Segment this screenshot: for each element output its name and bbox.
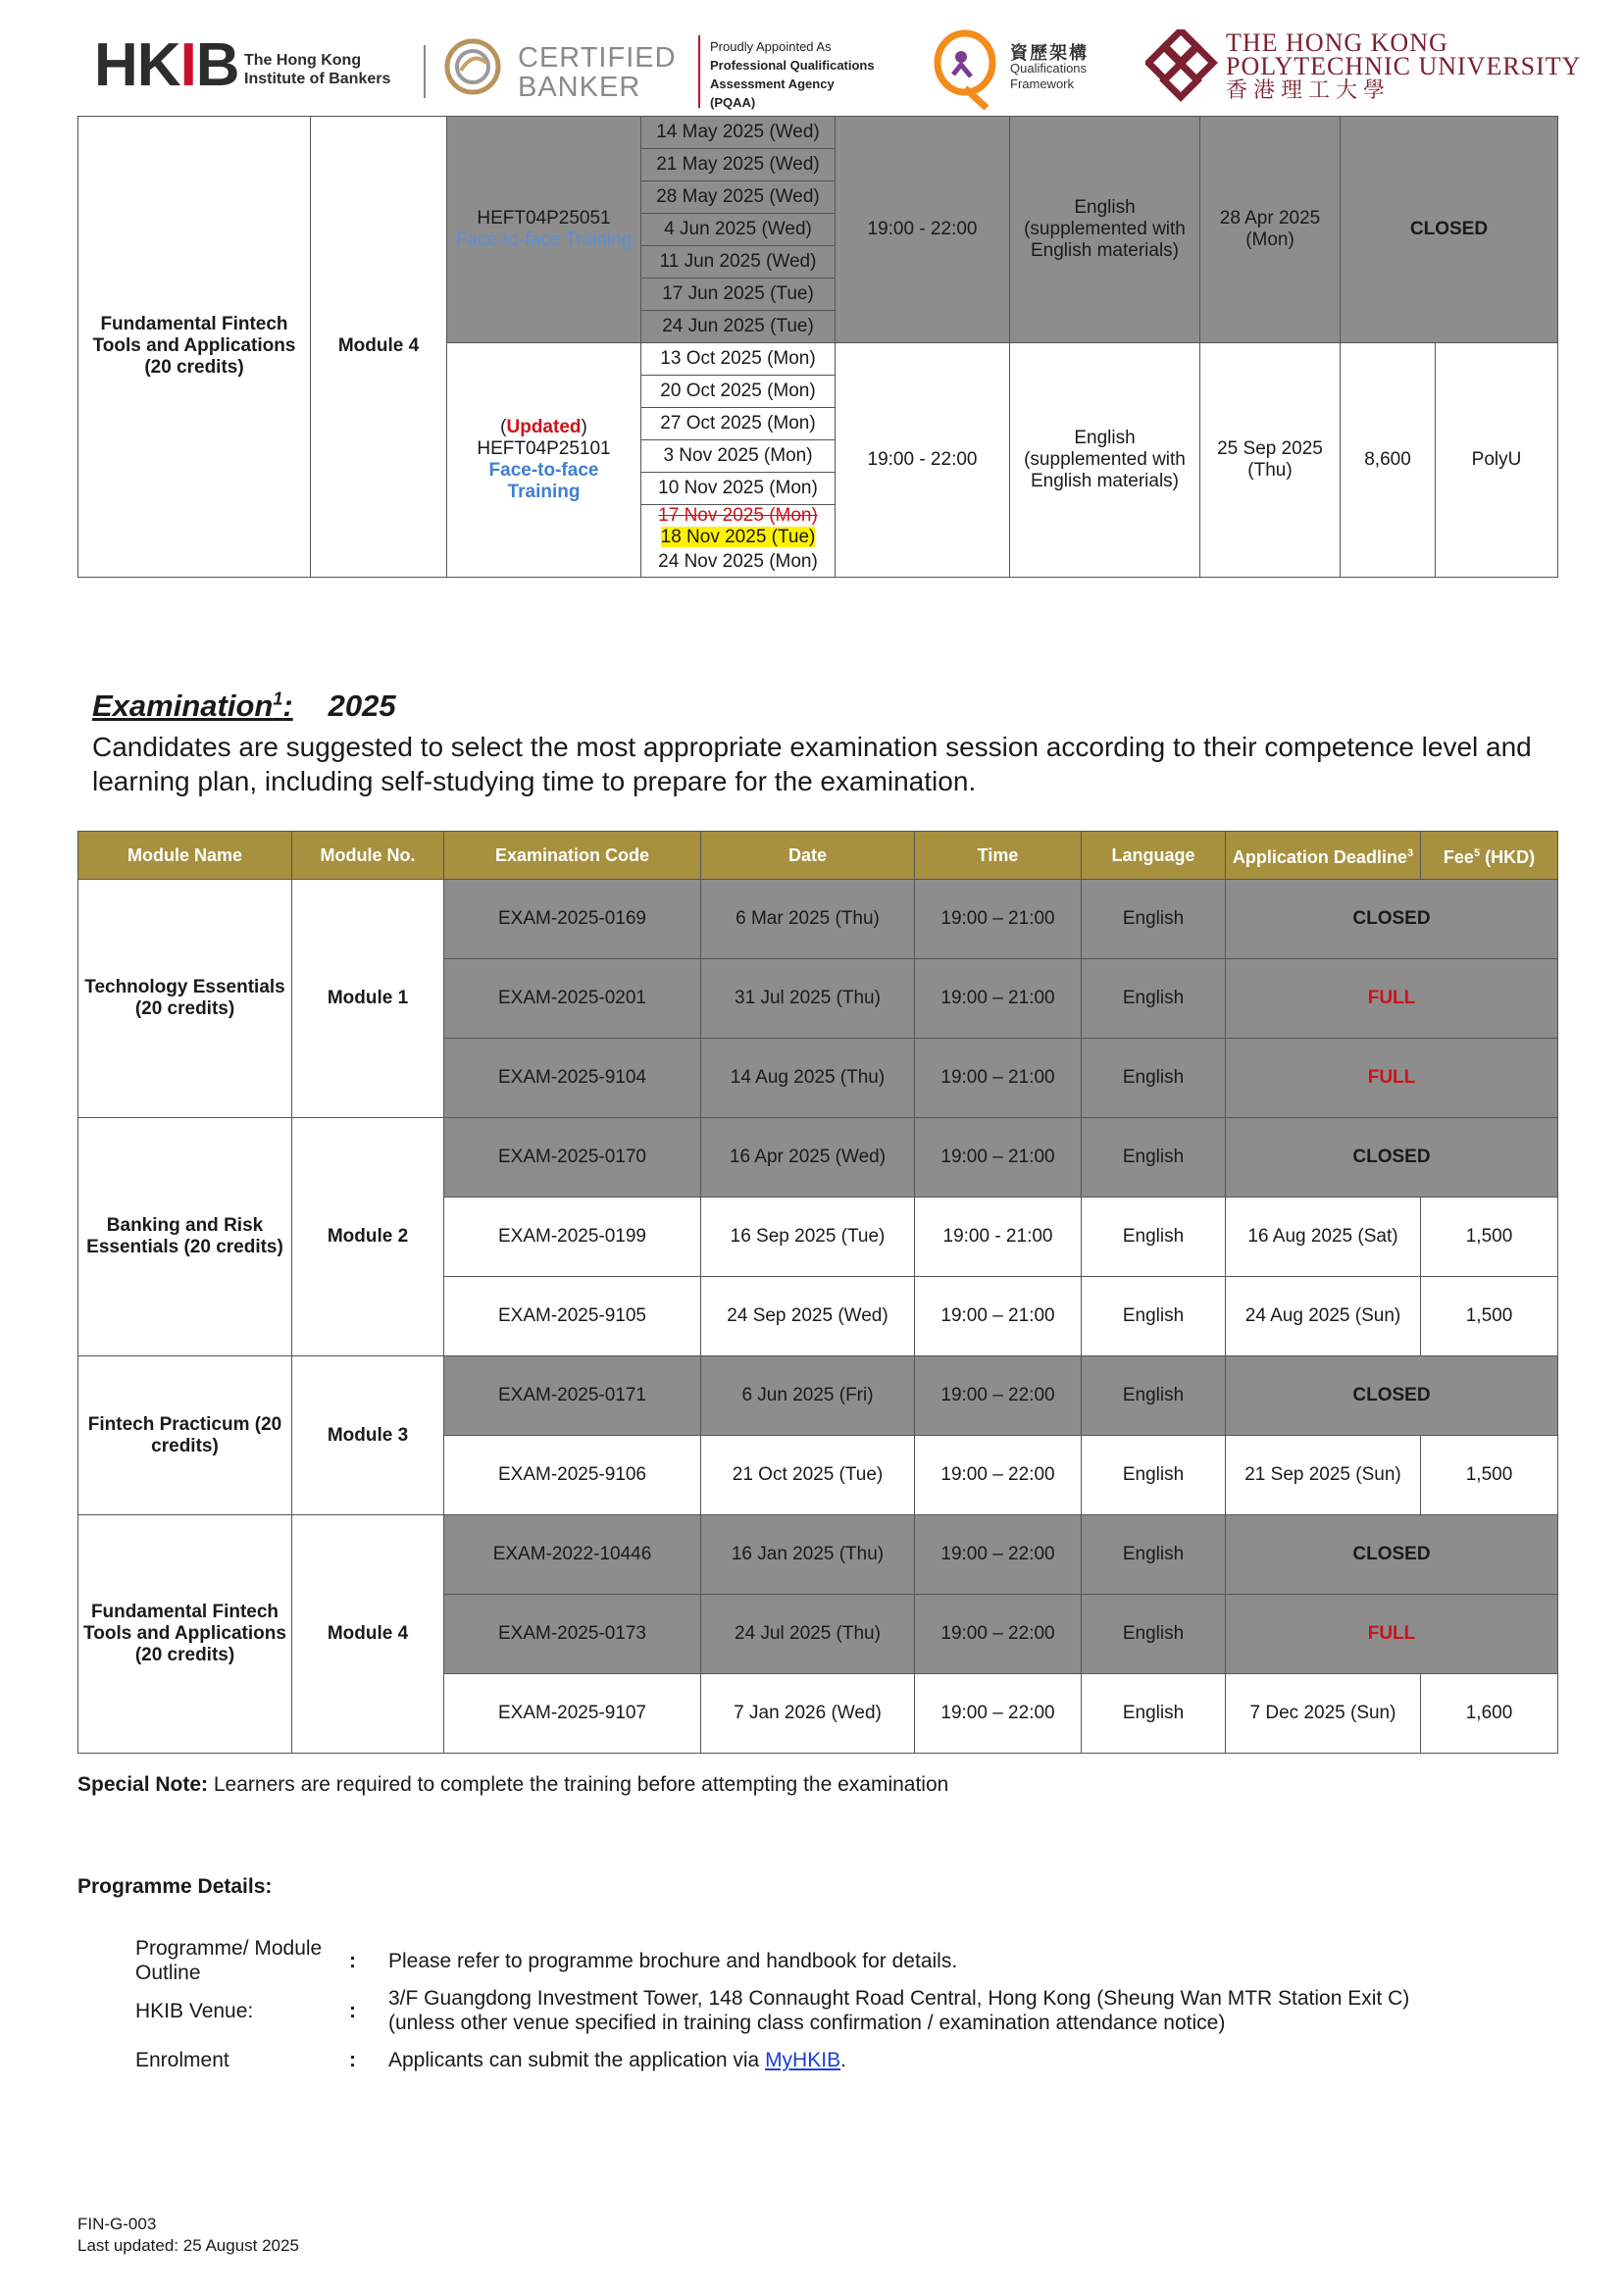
- exam-date: 6 Jun 2025 (Fri): [701, 1356, 915, 1436]
- exam-language: English: [1082, 1039, 1226, 1118]
- exam-time: 19:00 – 22:00: [915, 1595, 1082, 1674]
- exam-status-full: FULL: [1226, 1595, 1558, 1674]
- class-date: 3 Nov 2025 (Mon): [641, 440, 836, 473]
- exam-deadline: 24 Aug 2025 (Sun): [1226, 1277, 1421, 1356]
- hkib-name: The Hong Kong Institute of Bankers: [244, 52, 391, 87]
- pqaa-text: Proudly Appointed As Professional Qualifications Assessment Agency (PQAA): [710, 39, 875, 110]
- exam-code: EXAM-2025-0169: [444, 880, 701, 959]
- polyu-text: THE HONG KONG POLYTECHNIC UNIVERSITY 香港理工大學: [1226, 28, 1582, 102]
- exam-status-closed: CLOSED: [1226, 1118, 1558, 1198]
- outline-colon: :: [349, 1950, 356, 1972]
- exam-time: 19:00 – 21:00: [915, 959, 1082, 1039]
- class-date: 4 Jun 2025 (Wed): [641, 214, 836, 246]
- exam-code: EXAM-2025-9106: [444, 1436, 701, 1515]
- class-deadline: 25 Sep 2025 (Thu): [1200, 343, 1341, 578]
- exam-language: English: [1082, 880, 1226, 959]
- exam-module-no: Module 2: [292, 1118, 444, 1356]
- exam-language: English: [1082, 1356, 1226, 1436]
- header-deadline: Application Deadline$^3$: [1226, 832, 1421, 880]
- class-date-rescheduled: 18 Nov 2025 (Tue): [641, 527, 836, 548]
- class-code: HEFT04P25101: [477, 437, 611, 459]
- exam-status-closed: CLOSED: [1226, 880, 1558, 959]
- exam-date: 7 Jan 2026 (Wed): [701, 1674, 915, 1754]
- exam-date: 24 Sep 2025 (Wed): [701, 1277, 915, 1356]
- exam-status-full: FULL: [1226, 959, 1558, 1039]
- class-code-cell: [447, 117, 641, 343]
- class-date: 28 May 2025 (Wed): [641, 181, 836, 214]
- exam-module-name: Technology Essentials (20 credits): [78, 880, 292, 1118]
- logo-divider: [424, 45, 426, 98]
- exam-date: 16 Apr 2025 (Wed): [701, 1118, 915, 1198]
- class-date: 14 May 2025 (Wed): [641, 117, 836, 149]
- venue-colon: :: [349, 2000, 356, 2022]
- class-date: 11 Jun 2025 (Wed): [641, 246, 836, 279]
- exam-module-name: Fundamental Fintech Tools and Applications (20 credits): [78, 1515, 292, 1754]
- exam-time: 19:00 – 22:00: [915, 1674, 1082, 1754]
- exam-language: English: [1082, 959, 1226, 1039]
- exam-description: Candidates are suggested to select the most appropriate examination session according to their competence level and learning plan, including self-studying time to prepare for the examination.: [92, 732, 1532, 796]
- header-language: Language: [1082, 832, 1226, 880]
- exam-code: EXAM-2025-0171: [444, 1356, 701, 1436]
- class-date: 17 Jun 2025 (Tue): [641, 279, 836, 311]
- exam-code: EXAM-2025-0173: [444, 1595, 701, 1674]
- class-date: 24 Jun 2025 (Tue): [641, 311, 836, 343]
- exam-status-closed: CLOSED: [1226, 1356, 1558, 1436]
- class-status-closed: CLOSED: [1341, 117, 1558, 343]
- training-mode: Face-to-face Training: [455, 230, 633, 250]
- header-module-name: Module Name: [78, 832, 292, 880]
- exam-language: English: [1082, 1595, 1226, 1674]
- exam-fee: 1,500: [1421, 1436, 1558, 1515]
- class-time: 19:00 - 22:00: [836, 117, 1010, 343]
- exam-code: EXAM-2025-0199: [444, 1198, 701, 1277]
- exam-code: EXAM-2025-9104: [444, 1039, 701, 1118]
- exam-time: 19:00 – 21:00: [915, 880, 1082, 959]
- header-time: Time: [915, 832, 1082, 880]
- exam-language: English: [1082, 1515, 1226, 1595]
- training-mode: Face-to-face Training: [488, 459, 599, 502]
- exam-fee: 1,500: [1421, 1277, 1558, 1356]
- exam-date: 6 Mar 2025 (Thu): [701, 880, 915, 959]
- myhkib-link[interactable]: MyHKIB: [765, 2049, 841, 2071]
- class-venue: PolyU: [1436, 343, 1558, 578]
- exam-code: EXAM-2025-9107: [444, 1674, 701, 1754]
- outline-value: Please refer to programme brochure and handbook for details.: [388, 1950, 958, 1972]
- module-name-cell: Fundamental Fintech Tools and Applications (20 credits): [78, 117, 311, 578]
- class-language: English (supplemented with English materials): [1010, 117, 1200, 343]
- venue-label: HKIB Venue:: [135, 2000, 254, 2022]
- class-date-cancelled: 17 Nov 2025 (Mon): [641, 505, 836, 528]
- polyu-emblem-icon: [1145, 29, 1220, 111]
- class-date: 21 May 2025 (Wed): [641, 149, 836, 181]
- exam-date: 31 Jul 2025 (Thu): [701, 959, 915, 1039]
- class-code-cell: [447, 343, 641, 578]
- exam-time: 19:00 – 22:00: [915, 1436, 1082, 1515]
- exam-date: 16 Jan 2025 (Thu): [701, 1515, 915, 1595]
- header-date: Date: [701, 832, 915, 880]
- certified-banker-emblem-icon: [443, 37, 502, 101]
- exam-code: EXAM-2022-10446: [444, 1515, 701, 1595]
- exam-code: EXAM-2025-0201: [444, 959, 701, 1039]
- exam-deadline: 16 Aug 2025 (Sat): [1226, 1198, 1421, 1277]
- exam-section-title: Examination$^1$: 2025: [92, 689, 396, 723]
- exam-time: 19:00 – 21:00: [915, 1118, 1082, 1198]
- updated-flag: (Updated): [500, 416, 587, 437]
- exam-module-name: Banking and Risk Essentials (20 credits): [78, 1118, 292, 1356]
- exam-code: EXAM-2025-9105: [444, 1277, 701, 1356]
- exam-deadline: 21 Sep 2025 (Sun): [1226, 1436, 1421, 1515]
- class-code: HEFT04P25051: [477, 208, 611, 229]
- special-note: Special Note: Learners are required to complete the training before attempting the examination: [77, 1773, 949, 1796]
- exam-fee: 1,600: [1421, 1674, 1558, 1754]
- class-date: 13 Oct 2025 (Mon): [641, 343, 836, 376]
- class-time: 19:00 - 22:00: [836, 343, 1010, 578]
- header-fee: Fee$^5$ (HKD): [1421, 832, 1558, 880]
- exam-date: 24 Jul 2025 (Thu): [701, 1595, 915, 1674]
- qf-text: 資歷架構 Qualifications Framework: [1010, 43, 1089, 91]
- header-module-no: Module No.: [292, 832, 444, 880]
- exam-time: 19:00 – 21:00: [915, 1277, 1082, 1356]
- module-no-cell: Module 4: [311, 117, 447, 578]
- exam-code: EXAM-2025-0170: [444, 1118, 701, 1198]
- exam-time: 19:00 – 22:00: [915, 1356, 1082, 1436]
- exam-date: 14 Aug 2025 (Thu): [701, 1039, 915, 1118]
- header-exam-code: Examination Code: [444, 832, 701, 880]
- exam-module-no: Module 3: [292, 1356, 444, 1515]
- exam-language: English: [1082, 1198, 1226, 1277]
- class-date: 20 Oct 2025 (Mon): [641, 376, 836, 408]
- class-deadline: 28 Apr 2025 (Mon): [1200, 117, 1341, 343]
- last-updated: Last updated: 25 August 2025: [77, 2236, 299, 2255]
- venue-value: 3/F Guangdong Investment Tower, 148 Connaught Road Central, Hong Kong (Sheung Wan MTR Station Exit C) (unless other venue specified in training class confirmation / examination attendance notice): [388, 1987, 1410, 2034]
- class-language: English (supplemented with English materials): [1010, 343, 1200, 578]
- enrolment-value: Applicants can submit the application via MyHKIB.: [388, 2049, 846, 2071]
- enrolment-label: Enrolment: [135, 2049, 229, 2071]
- exam-module-name: Fintech Practicum (20 credits): [78, 1356, 292, 1515]
- training-schedule-table: [77, 116, 1558, 578]
- enrolment-colon: :: [349, 2049, 356, 2071]
- outline-label: Programme/ Module Outline: [135, 1937, 323, 1984]
- exam-module-no: Module 1: [292, 880, 444, 1118]
- exam-module-no: Module 4: [292, 1515, 444, 1754]
- exam-time: 19:00 – 22:00: [915, 1515, 1082, 1595]
- exam-deadline: 7 Dec 2025 (Sun): [1226, 1674, 1421, 1754]
- class-date: 27 Oct 2025 (Mon): [641, 408, 836, 440]
- exam-date: 21 Oct 2025 (Tue): [701, 1436, 915, 1515]
- exam-status-full: FULL: [1226, 1039, 1558, 1118]
- page-footer: [77, 2214, 299, 2257]
- class-fee: 8,600: [1341, 343, 1436, 578]
- exam-status-closed: CLOSED: [1226, 1515, 1558, 1595]
- hkib-logo: HKIB: [94, 31, 239, 99]
- exam-language: English: [1082, 1674, 1226, 1754]
- qf-logo-icon: [926, 29, 1006, 117]
- exam-time: 19:00 – 21:00: [915, 1039, 1082, 1118]
- programme-details-title: Programme Details:: [77, 1875, 273, 1898]
- exam-schedule-table: [77, 831, 1558, 1754]
- exam-fee: 1,500: [1421, 1198, 1558, 1277]
- page-header: [0, 0, 1624, 116]
- pqaa-divider: [698, 35, 700, 108]
- certified-banker-text: CERTIFIED BANKER: [518, 42, 677, 103]
- class-date: 24 Nov 2025 (Mon): [641, 548, 836, 577]
- exam-date: 16 Sep 2025 (Tue): [701, 1198, 915, 1277]
- exam-time: 19:00 - 21:00: [915, 1198, 1082, 1277]
- exam-language: English: [1082, 1118, 1226, 1198]
- class-date: 10 Nov 2025 (Mon): [641, 473, 836, 505]
- exam-language: English: [1082, 1436, 1226, 1515]
- doc-code: FIN-G-003: [77, 2215, 157, 2233]
- exam-language: English: [1082, 1277, 1226, 1356]
